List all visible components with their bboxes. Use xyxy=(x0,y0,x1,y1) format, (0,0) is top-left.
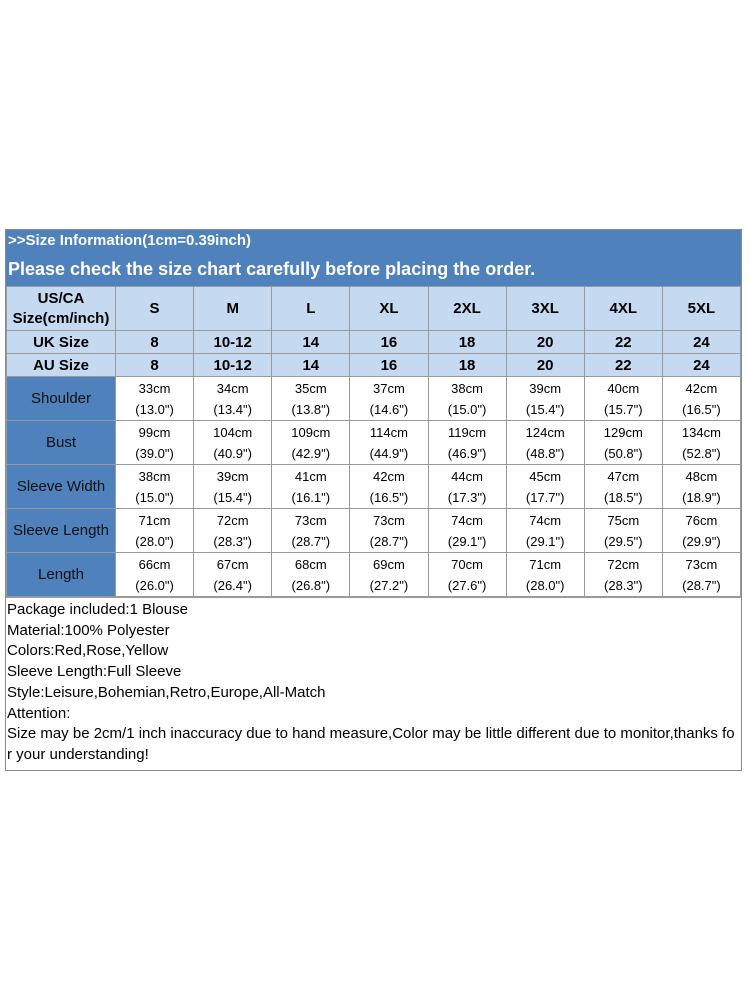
inch-value: (28.3") xyxy=(213,533,252,549)
inch-value: (15.4") xyxy=(525,401,565,417)
au-size-value: 16 xyxy=(350,354,428,377)
measurement-label: Shoulder xyxy=(7,377,116,421)
cm-value: 70cm xyxy=(451,556,483,572)
measurement-cell xyxy=(584,509,662,553)
au-size-value: 20 xyxy=(506,354,584,377)
measurement-cell xyxy=(350,553,428,597)
measurement-row xyxy=(7,553,741,597)
note-colors: Colors:Red,Rose,Yellow xyxy=(7,642,169,660)
uk-size-value: 14 xyxy=(272,331,350,354)
cm-value: 119cm xyxy=(448,424,487,440)
uk-size-value: 22 xyxy=(584,331,662,354)
size-header: 3XL xyxy=(506,287,584,331)
uk-size-value: 8 xyxy=(116,331,194,354)
measurement-cell xyxy=(662,509,740,553)
cm-value: 68cm xyxy=(294,556,327,572)
measurement-cell xyxy=(584,553,662,597)
cm-value: 72cm xyxy=(607,556,640,572)
measurement-cell xyxy=(350,465,428,509)
measurement-row xyxy=(7,509,741,553)
cm-value: 69cm xyxy=(373,556,405,572)
inch-value: (16.1") xyxy=(291,489,331,505)
cm-value: 134cm xyxy=(681,424,721,440)
inch-value: (28.0") xyxy=(135,533,174,549)
uk-size-value: 16 xyxy=(350,331,428,354)
cm-value: 34cm xyxy=(216,380,249,396)
cm-value: 45cm xyxy=(529,468,562,484)
measurement-label: Sleeve Width xyxy=(7,465,116,509)
inch-value: (13.8") xyxy=(291,401,331,417)
inch-value: (48.8") xyxy=(525,445,565,461)
measurement-cell xyxy=(116,553,194,597)
cm-value: 71cm xyxy=(529,556,562,572)
cm-value: 48cm xyxy=(685,468,718,484)
inch-value: (15.0") xyxy=(135,489,174,505)
note-attention: Attention: xyxy=(7,704,71,722)
measurement-cell xyxy=(350,421,428,465)
inch-value: (29.5") xyxy=(604,533,643,549)
size-chart xyxy=(5,229,742,771)
au-size-label: AU Size xyxy=(7,354,116,377)
au-size-value: 8 xyxy=(116,354,194,377)
cm-value: 74cm xyxy=(451,512,483,528)
measurement-cell xyxy=(506,509,584,553)
note-style: Style:Leisure,Bohemian,Retro,Europe,All-Match xyxy=(7,683,326,701)
cm-value: 44cm xyxy=(451,468,483,484)
cm-value: 38cm xyxy=(138,468,171,484)
measurement-cell xyxy=(506,465,584,509)
inch-value: (18.5") xyxy=(604,489,643,505)
measurement-cell xyxy=(428,421,506,465)
au-size-value: 22 xyxy=(584,354,662,377)
au-size-value: 24 xyxy=(662,354,740,377)
inch-value: (29.1") xyxy=(447,533,487,549)
cm-value: 73cm xyxy=(294,512,327,528)
inch-value: (29.9") xyxy=(682,533,721,549)
inch-value: (29.1") xyxy=(525,533,565,549)
inch-value: (40.9") xyxy=(213,445,252,461)
inch-value: (28.7") xyxy=(682,577,721,593)
inch-value: (15.7") xyxy=(604,401,643,417)
cm-value: 42cm xyxy=(685,380,718,396)
size-header: L xyxy=(272,287,350,331)
au-size-value: 10-12 xyxy=(194,354,272,377)
inch-value: (52.8") xyxy=(682,445,721,461)
inch-value: (13.4") xyxy=(213,401,252,417)
cm-value: 76cm xyxy=(685,512,718,528)
measurement-cell xyxy=(116,421,194,465)
measurement-cell xyxy=(506,553,584,597)
measurement-cell xyxy=(350,377,428,421)
measurement-row xyxy=(7,421,741,465)
measurement-cell xyxy=(584,421,662,465)
measurement-label: Bust xyxy=(7,421,116,465)
inch-value: (13.0") xyxy=(135,401,174,417)
cm-value: 71cm xyxy=(138,512,171,528)
inch-value: (17.7") xyxy=(525,489,565,505)
au-size-value: 18 xyxy=(428,354,506,377)
measurement-cell xyxy=(194,509,272,553)
cm-value: 33cm xyxy=(138,380,171,396)
inch-value: (28.7") xyxy=(369,533,409,549)
inch-value: (26.8") xyxy=(291,577,331,593)
size-check-notice: Please check the size chart carefully before placing the order. xyxy=(6,252,741,286)
inch-value: (28.0") xyxy=(525,577,565,593)
cm-value: 73cm xyxy=(373,512,405,528)
measurement-cell xyxy=(272,509,350,553)
au-size-row xyxy=(7,354,741,377)
inch-value: (15.4") xyxy=(213,489,252,505)
size-info-heading: >>Size Information(1cm=0.39inch) xyxy=(6,230,741,252)
inch-value: (46.9") xyxy=(447,445,487,461)
measurement-cell xyxy=(428,553,506,597)
cm-value: 109cm xyxy=(291,424,331,440)
measurement-label: Length xyxy=(7,553,116,597)
note-package: Package included:1 Blouse xyxy=(7,601,188,618)
cm-value: 41cm xyxy=(294,468,327,484)
inch-value: (28.3") xyxy=(604,577,643,593)
measurement-cell xyxy=(116,465,194,509)
inch-value: (26.4") xyxy=(213,577,252,593)
measurement-cell xyxy=(116,377,194,421)
note-disclaimer: Size may be 2cm/1 inch inaccuracy due to hand measure,Color may be little different due to monitor,thanks for your understanding! xyxy=(7,725,735,763)
inch-value: (44.9") xyxy=(369,445,409,461)
inch-value: (39.0") xyxy=(135,445,174,461)
size-header: 4XL xyxy=(584,287,662,331)
note-material: Material:100% Polyester xyxy=(7,621,170,639)
size-header: 2XL xyxy=(428,287,506,331)
inch-value: (17.3") xyxy=(447,489,487,505)
inch-value: (16.5") xyxy=(369,489,409,505)
corner-line-1: US/CA xyxy=(37,289,85,307)
corner-cell xyxy=(7,287,116,331)
inch-value: (27.2") xyxy=(369,577,409,593)
cm-value: 73cm xyxy=(685,556,718,572)
measurement-cell xyxy=(662,465,740,509)
corner-line-2: Size(cm/inch) xyxy=(12,309,110,327)
cm-value: 40cm xyxy=(607,380,640,396)
cm-value: 114cm xyxy=(369,424,408,440)
size-header: 5XL xyxy=(662,287,740,331)
measurement-cell xyxy=(194,553,272,597)
measurement-cell xyxy=(116,509,194,553)
inch-value: (28.7") xyxy=(291,533,331,549)
cm-value: 74cm xyxy=(529,512,562,528)
inch-value: (18.9") xyxy=(682,489,721,505)
product-notes xyxy=(6,597,741,770)
uk-size-value: 18 xyxy=(428,331,506,354)
measurement-cell xyxy=(662,377,740,421)
cm-value: 37cm xyxy=(373,380,405,396)
inch-value: (15.0") xyxy=(447,401,487,417)
cm-value: 39cm xyxy=(216,468,249,484)
measurement-cell xyxy=(662,421,740,465)
inch-value: (14.6") xyxy=(369,401,409,417)
measurement-cell xyxy=(428,465,506,509)
measurement-cell xyxy=(584,465,662,509)
inch-value: (42.9") xyxy=(291,445,331,461)
measurement-cell xyxy=(662,553,740,597)
cm-value: 47cm xyxy=(607,468,640,484)
cm-value: 67cm xyxy=(216,556,249,572)
note-sleeve-length: Sleeve Length:Full Sleeve xyxy=(7,663,182,681)
measurement-cell xyxy=(272,377,350,421)
measurement-cell xyxy=(350,509,428,553)
size-table xyxy=(6,286,741,597)
inch-value: (27.6") xyxy=(447,577,487,593)
cm-value: 72cm xyxy=(216,512,249,528)
measurement-row xyxy=(7,465,741,509)
size-header: M xyxy=(194,287,272,331)
measurement-cell xyxy=(272,465,350,509)
uk-size-row xyxy=(7,331,741,354)
cm-value: 66cm xyxy=(138,556,171,572)
size-header: S xyxy=(116,287,194,331)
measurement-cell xyxy=(194,421,272,465)
cm-value: 99cm xyxy=(138,424,171,440)
size-header: XL xyxy=(350,287,428,331)
measurement-cell xyxy=(584,377,662,421)
measurement-cell xyxy=(272,553,350,597)
measurement-cell xyxy=(272,421,350,465)
uk-size-value: 20 xyxy=(506,331,584,354)
measurement-label: Sleeve Length xyxy=(7,509,116,553)
measurement-cell xyxy=(194,465,272,509)
measurement-row xyxy=(7,377,741,421)
measurement-cell xyxy=(506,377,584,421)
uk-size-label: UK Size xyxy=(7,331,116,354)
cm-value: 75cm xyxy=(607,512,640,528)
uk-size-value: 10-12 xyxy=(194,331,272,354)
inch-value: (26.0") xyxy=(135,577,174,593)
cm-value: 38cm xyxy=(451,380,483,396)
inch-value: (50.8") xyxy=(604,445,643,461)
measurement-cell xyxy=(194,377,272,421)
uk-size-value: 24 xyxy=(662,331,740,354)
measurement-cell xyxy=(506,421,584,465)
us-size-row xyxy=(7,287,741,331)
inch-value: (16.5") xyxy=(682,401,721,417)
cm-value: 35cm xyxy=(294,380,327,396)
au-size-value: 14 xyxy=(272,354,350,377)
cm-value: 124cm xyxy=(525,424,565,440)
measurement-cell xyxy=(428,377,506,421)
cm-value: 39cm xyxy=(529,380,562,396)
cm-value: 129cm xyxy=(603,424,643,440)
cm-value: 104cm xyxy=(213,424,253,440)
measurement-cell xyxy=(428,509,506,553)
cm-value: 42cm xyxy=(373,468,405,484)
